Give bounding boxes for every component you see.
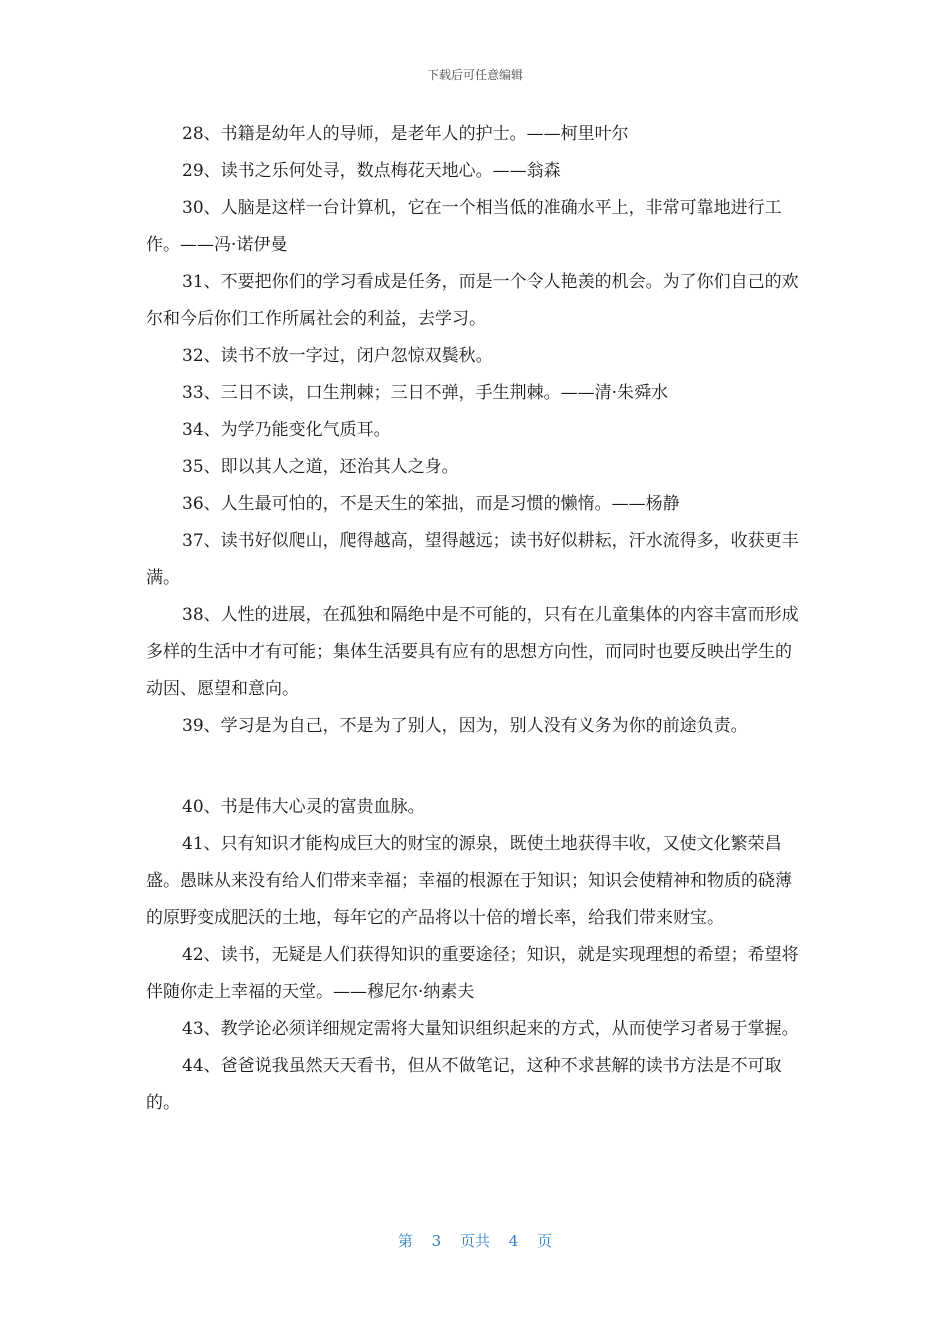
quote-30: 30、人脑是这样一台计算机，它在一个相当低的准确水平上，非常可靠地进行工作。——冯·诺伊曼 — [146, 198, 782, 255]
quote-39: 39、学习是为自己，不是为了别人，因为，别人没有义务为你的前途负责。 — [182, 716, 748, 736]
quote-28: 28、书籍是幼年人的导师，是老年人的护士。——柯里叶尔 — [182, 124, 629, 144]
quote-40: 40、书是伟大心灵的富贵血脉。 — [182, 797, 425, 817]
page-header: 下载后可任意编辑 — [426, 68, 523, 82]
quote-29: 29、读书之乐何处寻，数点梅花天地心。——翁森 — [182, 161, 561, 181]
quote-34: 34、为学乃能变化气质耳。 — [182, 420, 391, 440]
quote-41: 41、只有知识才能构成巨大的财宝的源泉，既使土地获得丰收，又使文化繁荣昌盛。愚昧从来没有给人们带来幸福；幸福的根源在于知识；知识会使精神和物质的硗薄的原野变成肥沃的土地，每年它的产品将以十倍的增长率，给我们带来财宝。 — [146, 834, 792, 928]
quote-31: 31、不要把你们的学习看成是任务，而是一个令人艳羡的机会。为了你们自己的欢尔和今后你们工作所属社会的利益，去学习。 — [146, 272, 799, 329]
quote-43: 43、教学论必须详细规定需将大量知识组织起来的方式，从而使学习者易于掌握。 — [182, 1019, 799, 1039]
quote-38: 38、人性的进展，在孤独和隔绝中是不可能的，只有在儿童集体的内容丰富而形成多样的生活中才有可能；集体生活要具有应有的思想方向性，而同时也要反映出学生的动因、愿望和意向。 — [146, 605, 799, 699]
document-body — [146, 116, 808, 1122]
quote-42: 42、读书，无疑是人们获得知识的重要途径；知识，就是实现理想的希望；希望将伴随你走上幸福的天堂。——穆尼尔·纳素夫 — [146, 945, 799, 1002]
paragraph-gap — [146, 745, 808, 789]
quote-35: 35、即以其人之道，还治其人之身。 — [182, 457, 459, 477]
quote-44: 44、爸爸说我虽然天天看书，但从不做笔记，这种不求甚解的读书方法是不可取的。 — [146, 1056, 782, 1113]
quote-37: 37、读书好似爬山，爬得越高，望得越远；读书好似耕耘，汗水流得多，收获更丰满。 — [146, 531, 799, 588]
page-number-footer: 第 3 页共 4 页 — [397, 1232, 553, 1250]
quote-33: 33、三日不读，口生荆棘；三日不弹，手生荆棘。——清·朱舜水 — [182, 383, 669, 403]
quote-32: 32、读书不放一字过，闭户忽惊双鬓秋。 — [182, 346, 493, 366]
quote-36: 36、人生最可怕的，不是天生的笨拙，而是习惯的懒惰。——杨静 — [182, 494, 680, 514]
